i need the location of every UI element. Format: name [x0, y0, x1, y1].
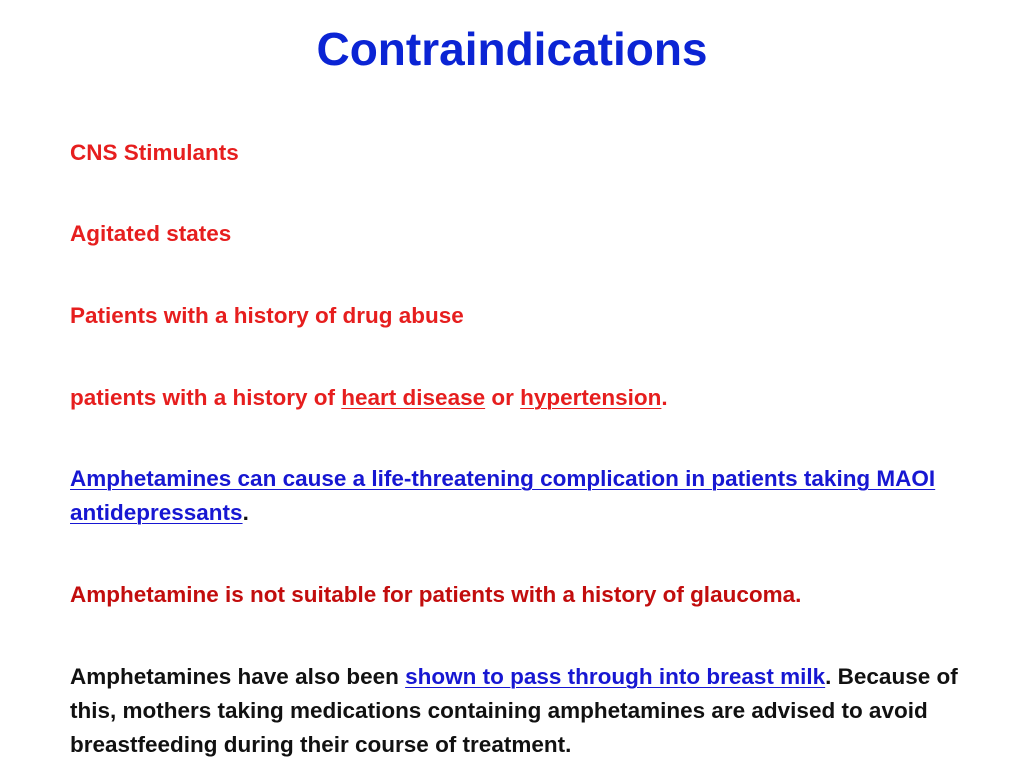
heart-disease-link[interactable]: heart disease [341, 385, 486, 410]
heart-text-after: . [661, 385, 668, 410]
item-glaucoma: Amphetamine is not suitable for patients with a history of glaucoma. [70, 582, 802, 607]
heart-text-before: patients with a history of [70, 385, 342, 410]
breast-milk-text-after: . Because of this, mothers taking medications containing amphetamines are advised to avoid breastfeeding during their course of treatment. [70, 664, 958, 757]
slide-title: Contraindications [316, 23, 708, 75]
hypertension-link[interactable]: hypertension [520, 385, 662, 410]
breast-milk-link[interactable]: shown to pass through into breast milk [405, 664, 826, 689]
maoi-text-after: . [242, 500, 249, 525]
item-drug-abuse: Patients with a history of drug abuse [70, 303, 464, 328]
heart-text-middle: or [485, 385, 521, 410]
maoi-link[interactable]: Amphetamines can cause a life-threatening complication in patients taking MAOI antidepressants [70, 466, 936, 525]
item-breast-milk [70, 660, 970, 762]
item-cns-stimulants: CNS Stimulants [70, 140, 239, 165]
breast-milk-text-before: Amphetamines have also been [70, 664, 406, 689]
item-agitated-states: Agitated states [70, 221, 232, 246]
item-heart-disease [70, 381, 668, 415]
item-maoi [70, 462, 970, 530]
